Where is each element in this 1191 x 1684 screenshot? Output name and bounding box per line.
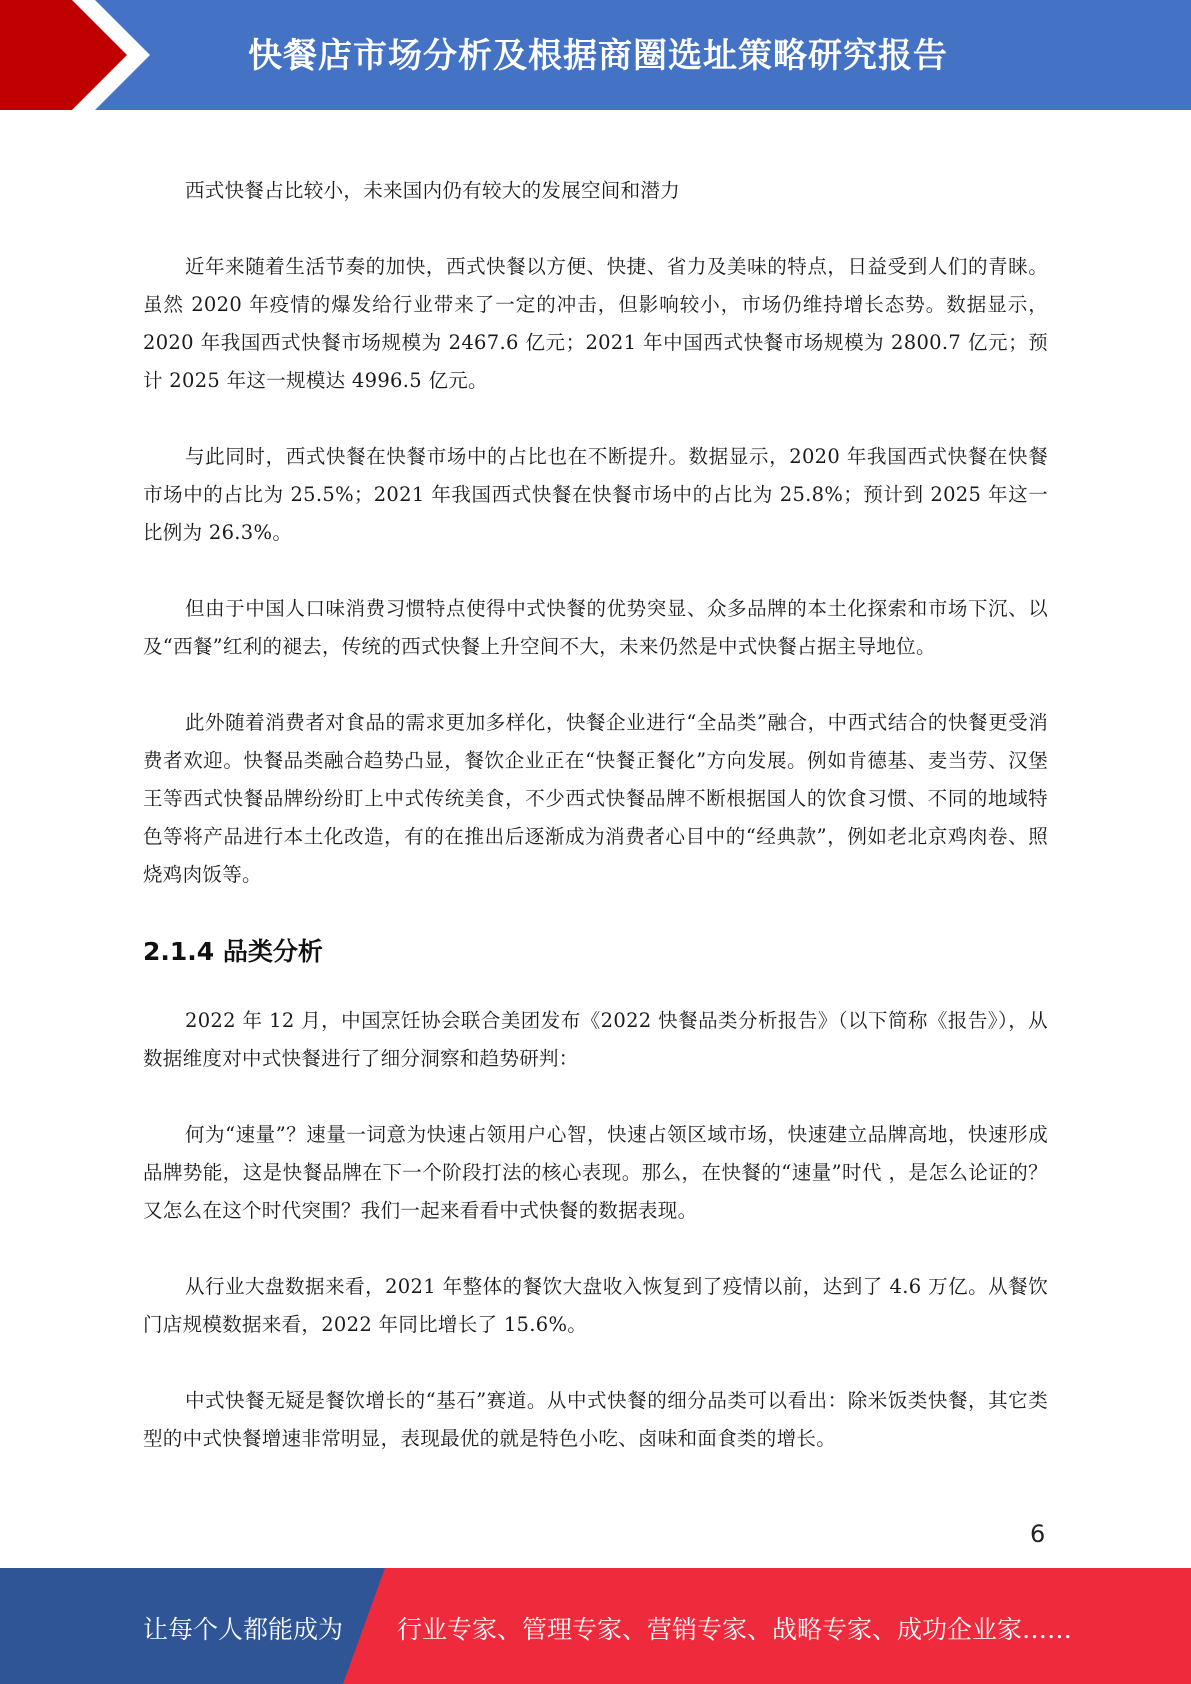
footer-slogan-right: 行业专家、管理专家、营销专家、战略专家、成功企业家…… bbox=[397, 1615, 1073, 1644]
paragraph: 但由于中国人口味消费习惯特点使得中式快餐的优势突显、众多品牌的本土化探索和市场下沉、以及“西餐”红利的褪去，传统的西式快餐上升空间不大，未来仍然是中式快餐占据主导地位。 bbox=[143, 597, 1048, 658]
section-heading: 2.1.4 品类分析 bbox=[143, 937, 323, 966]
paragraph: 此外随着消费者对食品的需求更加多样化，快餐企业进行“全品类”融合，中西式结合的快餐更受消费者欢迎。快餐品类融合趋势凸显，餐饮企业正在“快餐正餐化”方向发展。例如肯德基、麦当劳、汉堡王等西式快餐品牌纷纷盯上中式传统美食，不少西式快餐品牌不断根据国人的饮食习惯、不同的地域特色等将产品进行本土化改造，有的在推出后逐渐成为消费者心目中的“经典款”，例如老北京鸡肉卷、照烧鸡肉饭等。 bbox=[143, 711, 1048, 886]
paragraph: 西式快餐占比较小，未来国内仍有较大的发展空间和潜力 bbox=[185, 179, 681, 202]
paragraph: 近年来随着生活节奏的加快，西式快餐以方便、快捷、省力及美味的特点，日益受到人们的青睐。虽然 2020 年疫情的爆发给行业带来了一定的冲击，但影响较小，市场仍维持增长态势。数据显示，2020 年我国西式快餐市场规模为 2467.6 亿元；2021 年中国西式快餐市场规模为 2800.7 亿元；预计 2025 年这一规模达 4996.5 亿元。 bbox=[143, 255, 1048, 392]
paragraph: 中式快餐无疑是餐饮增长的“基石”赛道。从中式快餐的细分品类可以看出：除米饭类快餐，其它类型的中式快餐增速非常明显，表现最优的就是特色小吃、卤味和面食类的增长。 bbox=[143, 1389, 1048, 1450]
document-body bbox=[143, 172, 1048, 1496]
paragraph: 从行业大盘数据来看，2021 年整体的餐饮大盘收入恢复到了疫情以前，达到了 4.6 万亿。从餐饮门店规模数据来看，2022 年同比增长了 15.6%。 bbox=[143, 1275, 1048, 1336]
page-number: 6 bbox=[1030, 1520, 1046, 1548]
footer-band bbox=[0, 1568, 1191, 1684]
paragraph: 何为“速量”？速量一词意为快速占领用户心智，快速占领区域市场，快速建立品牌高地，快速形成品牌势能，这是快餐品牌在下一个阶段打法的核心表现。那么，在快餐的“速量”时代 ，是怎么论证的？又怎么在这个时代突围？我们一起来看看中式快餐的数据表现。 bbox=[143, 1123, 1048, 1222]
header-band bbox=[0, 0, 1191, 110]
red-chevron-decoration bbox=[0, 0, 150, 110]
paragraph: 与此同时，西式快餐在快餐市场中的占比也在不断提升。数据显示，2020 年我国西式快餐在快餐市场中的占比为 25.5%；2021 年我国西式快餐在快餐市场中的占比为 25.8%；预计到 2025 年这一比例为 26.3%。 bbox=[143, 445, 1048, 544]
report-title: 快餐店市场分析及根据商圈选址策略研究报告 bbox=[248, 36, 948, 76]
footer-slogan-left: 让每个人都能成为 bbox=[143, 1615, 344, 1644]
paragraph: 2022 年 12 月，中国烹饪协会联合美团发布《2022 快餐品类分析报告》（以下简称《报告》），从数据维度对中式快餐进行了细分洞察和趋势研判： bbox=[143, 1009, 1048, 1070]
